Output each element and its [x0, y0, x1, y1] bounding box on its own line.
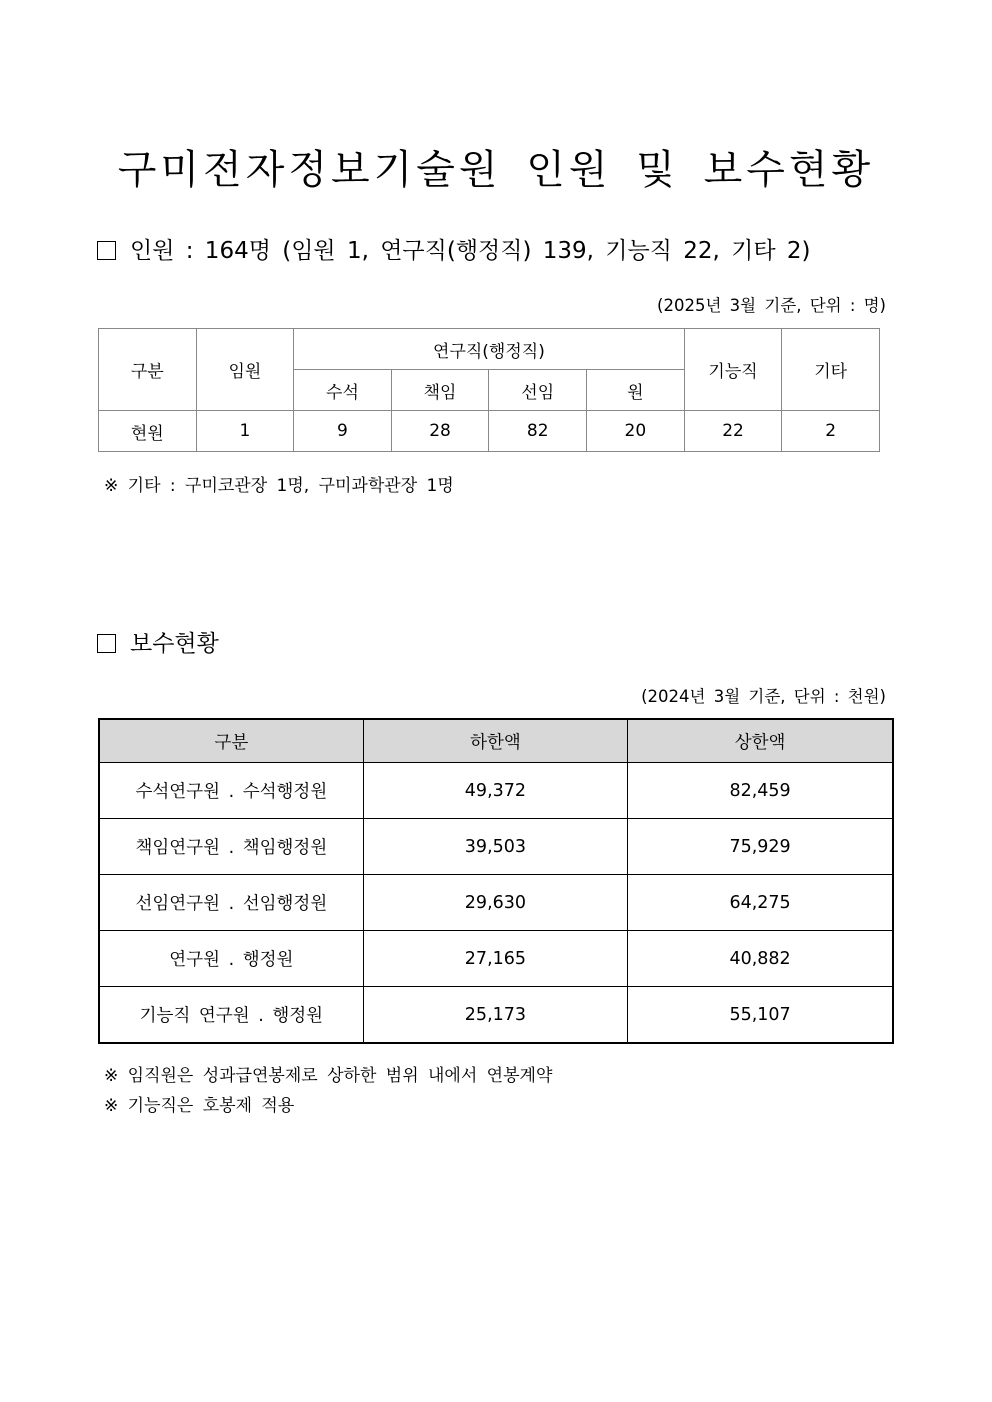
row-grade: 연구원 . 행정원: [99, 931, 363, 987]
table-row: [99, 411, 880, 452]
subheader-senior: 수석: [294, 370, 392, 411]
salary-table: [98, 718, 894, 1044]
header-max: 상한액: [628, 719, 893, 763]
row-max: 82,459: [628, 763, 893, 819]
header-executive: 임원: [196, 329, 294, 411]
header-research: 연구직(행정직): [294, 329, 685, 370]
staff-heading: [97, 232, 811, 265]
salary-heading: [97, 625, 219, 658]
checkbox-square-icon: [97, 634, 116, 653]
salary-footnote-2: ※ 기능직은 호봉제 적용: [104, 1096, 295, 1116]
salary-footnote-1: ※ 임직원은 성과급연봉제로 상하한 범위 내에서 연봉계약: [104, 1066, 553, 1086]
staff-table: [98, 328, 880, 452]
staff-footnote: ※ 기타 : 구미코관장 1명, 구미과학관장 1명: [104, 476, 454, 496]
cell-lead: 28: [391, 411, 489, 452]
header-category: 구분: [99, 719, 363, 763]
salary-basis-note: (2024년 3월 기준, 단위 : 천원): [641, 687, 886, 706]
checkbox-square-icon: [97, 241, 116, 260]
row-grade: 수석연구원 . 수석행정원: [99, 763, 363, 819]
table-row: [99, 763, 893, 819]
row-min: 25,173: [363, 987, 627, 1044]
row-label: 현원: [99, 411, 197, 452]
table-row: [99, 875, 893, 931]
row-max: 40,882: [628, 931, 893, 987]
row-grade: 책임연구원 . 책임행정원: [99, 819, 363, 875]
row-min: 49,372: [363, 763, 627, 819]
cell-staff: 20: [587, 411, 685, 452]
cell-executive: 1: [196, 411, 294, 452]
header-other: 기타: [782, 329, 880, 411]
subheader-lead: 책임: [391, 370, 489, 411]
staff-heading-text: 인원 : 164명 (임원 1, 연구직(행정직) 139, 기능직 22, 기타 2): [130, 238, 811, 264]
row-max: 55,107: [628, 987, 893, 1044]
salary-heading-text: 보수현황: [130, 631, 219, 657]
cell-other: 2: [782, 411, 880, 452]
row-grade: 선임연구원 . 선임행정원: [99, 875, 363, 931]
header-min: 하한액: [363, 719, 627, 763]
header-technical: 기능직: [684, 329, 782, 411]
row-max: 64,275: [628, 875, 893, 931]
table-row: [99, 987, 893, 1044]
row-grade: 기능직 연구원 . 행정원: [99, 987, 363, 1044]
table-row: [99, 931, 893, 987]
header-category: 구분: [99, 329, 197, 411]
cell-associate: 82: [489, 411, 587, 452]
staff-basis-note: (2025년 3월 기준, 단위 : 명): [657, 296, 886, 315]
subheader-associate: 선임: [489, 370, 587, 411]
page-title: 구미전자정보기술원 인원 및 보수현황: [117, 147, 875, 193]
cell-technical: 22: [684, 411, 782, 452]
subheader-staff: 원: [587, 370, 685, 411]
table-row: [99, 819, 893, 875]
row-min: 27,165: [363, 931, 627, 987]
row-max: 75,929: [628, 819, 893, 875]
cell-senior: 9: [294, 411, 392, 452]
row-min: 29,630: [363, 875, 627, 931]
row-min: 39,503: [363, 819, 627, 875]
